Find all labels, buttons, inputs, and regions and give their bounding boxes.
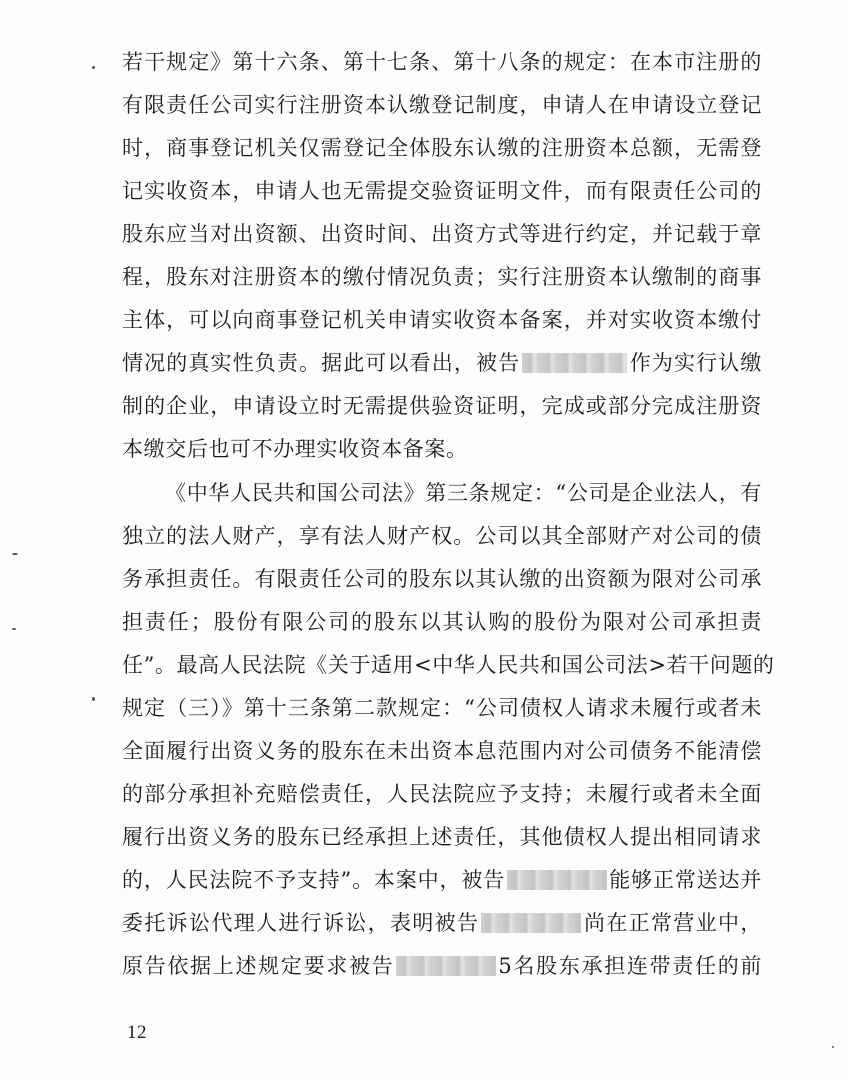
text-line: 《中华人民共和国公司法》第三条规定：“公司是企业法人，有 xyxy=(165,481,762,505)
scan-speck xyxy=(832,1046,834,1048)
page-number: 12 xyxy=(127,1022,147,1043)
text-line: 制的企业，申请设立时无需提供验资证明，完成或部分完成注册资 xyxy=(122,394,762,418)
text-line: 任”。最高人民法院《关于适用<中华人民共和国公司法>若干问题的 xyxy=(122,653,775,677)
text-line: 程，股东对注册资本的缴付情况负责；实行注册资本认缴制的商事 xyxy=(122,265,762,289)
text-segment: 委托诉讼代理人进行诉讼，表明被告 xyxy=(122,911,480,935)
text-line xyxy=(122,348,762,378)
text-line: 全面履行出资义务的股东在未出资本息范围内对公司债务不能清偿 xyxy=(122,739,762,763)
text-line: 有限责任公司实行注册资本认缴登记制度，申请人在申请设立登记 xyxy=(122,93,762,117)
text-line: 股东应当对出资额、出资时间、出资方式等进行约定，并记载于章 xyxy=(122,222,762,246)
text-segment: 能够正常送达并 xyxy=(609,868,762,892)
text-segment: 5名股东承担连带责任的前 xyxy=(498,954,763,978)
text-line: 主体，可以向商事登记机关申请实收资本备案，并对实收资本缴付 xyxy=(122,308,762,332)
text-segment: 的，人民法院不予支持”。本案中，被告 xyxy=(122,868,506,892)
text-segment: 情况的真实性负责。据此可以看出，被告 xyxy=(122,351,521,375)
text-line xyxy=(122,908,762,938)
text-line: 务承担责任。有限责任公司的股东以其认缴的出资额为限对公司承 xyxy=(122,567,762,591)
text-segment: 尚在正常营业中， xyxy=(583,911,762,935)
text-line: 履行出资义务的股东已经承担上述责任，其他债权人提出相同请求 xyxy=(122,825,762,849)
text-segment: 原告依据上述规定要求被告 xyxy=(122,954,395,978)
scan-speck xyxy=(12,628,16,630)
redacted-name xyxy=(522,353,627,373)
text-line: 独立的法人财产，享有法人财产权。公司以其全部财产对公司的债 xyxy=(122,524,762,548)
text-line: 担责任；股份有限公司的股东以其认购的股份为限对公司承担责 xyxy=(122,610,762,634)
text-line: 的部分承担补充赔偿责任，人民法院应予支持；未履行或者未全面 xyxy=(122,782,762,806)
scan-speck xyxy=(92,66,95,69)
text-line: 规定（三）》第十三条第二款规定：“公司债权人请求未履行或者未 xyxy=(122,696,762,720)
redacted-name xyxy=(507,870,607,890)
text-line: 记实收资本，申请人也无需提交验资证明文件，而有限责任公司的 xyxy=(122,179,762,203)
text-line: 本缴交后也可不办理实收资本备案。 xyxy=(122,437,468,461)
text-line xyxy=(122,951,762,981)
text-line: 时，商事登记机关仅需登记全体股东认缴的注册资本总额，无需登 xyxy=(122,136,762,160)
scan-speck xyxy=(92,697,95,701)
text-line xyxy=(122,865,762,895)
text-line: 若干规定》第十六条、第十七条、第十八条的规定：在本市注册的 xyxy=(122,50,762,74)
redacted-name xyxy=(396,956,496,976)
scan-speck xyxy=(12,553,18,555)
text-segment: 作为实行认缴 xyxy=(629,351,762,375)
redacted-name xyxy=(481,913,581,933)
